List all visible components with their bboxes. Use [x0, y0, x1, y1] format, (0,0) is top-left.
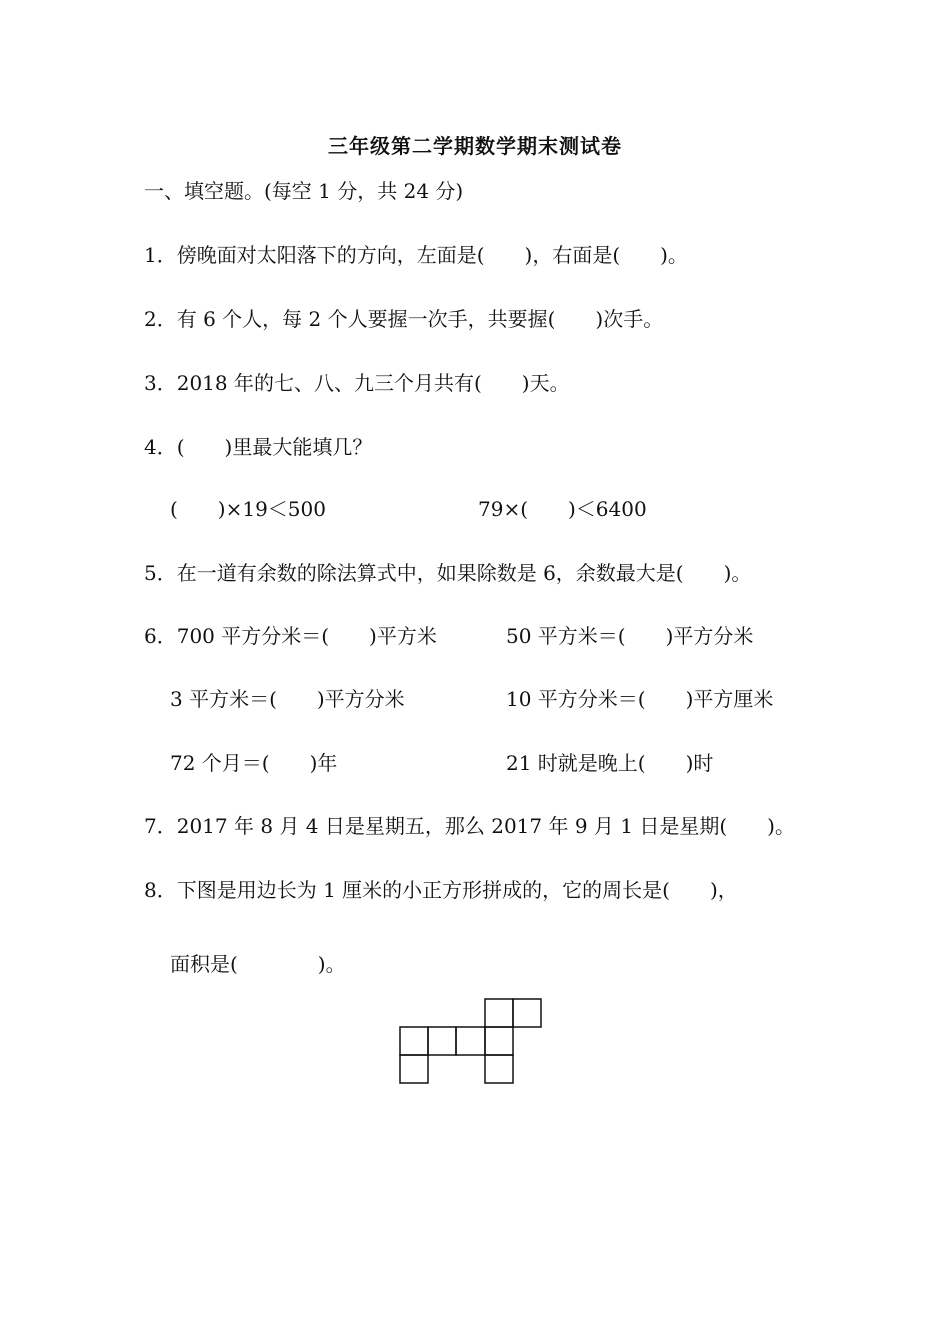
grid-square: [485, 999, 513, 1027]
grid-square: [400, 1027, 428, 1055]
grid-square: [513, 999, 541, 1027]
question-3: 3．2018 年的七、八、九三个月共有( )天。: [144, 371, 570, 395]
grid-square: [428, 1027, 456, 1055]
question-4-part-a: ( )×19＜500: [170, 497, 326, 521]
question-4-part-b: 79×( )＜6400: [478, 497, 647, 521]
question-8-line1: 8．下图是用边长为 1 厘米的小正方形拼成的，它的周长是( )，: [144, 878, 738, 902]
question-6-row1-a: 6．700 平方分米＝( )平方米: [144, 624, 437, 648]
question-6-row2-a: 3 平方米＝( )平方分米: [170, 687, 405, 711]
question-8-line2: 面积是( )。: [170, 952, 346, 976]
page-title: 三年级第二学期数学期末测试卷: [328, 134, 622, 158]
grid-square: [400, 1055, 428, 1083]
grid-square: [485, 1027, 513, 1055]
question-6-row2-b: 10 平方分米＝( )平方厘米: [506, 687, 774, 711]
question-1: 1．傍晚面对太阳落下的方向，左面是( )，右面是( )。: [144, 243, 688, 267]
grid-square: [485, 1055, 513, 1083]
question-6-row3-b: 21 时就是晚上( )时: [506, 751, 714, 775]
question-5: 5．在一道有余数的除法算式中，如果除数是 6，余数最大是( )。: [144, 561, 752, 585]
grid-square: [456, 1027, 485, 1055]
question-2: 2．有 6 个人，每 2 个人要握一次手，共要握( )次手。: [144, 307, 664, 331]
question-7: 7．2017 年 8 月 4 日是星期五，那么 2017 年 9 月 1 日是星期( )。: [144, 814, 795, 838]
square-grid-figure: [399, 998, 545, 1086]
section-heading: 一、填空题。(每空 1 分，共 24 分): [144, 179, 464, 203]
question-4: 4．( )里最大能填几？: [144, 435, 373, 459]
question-6-row1-b: 50 平方米＝( )平方分米: [506, 624, 754, 648]
question-6-row3-a: 72 个月＝( )年: [170, 751, 338, 775]
